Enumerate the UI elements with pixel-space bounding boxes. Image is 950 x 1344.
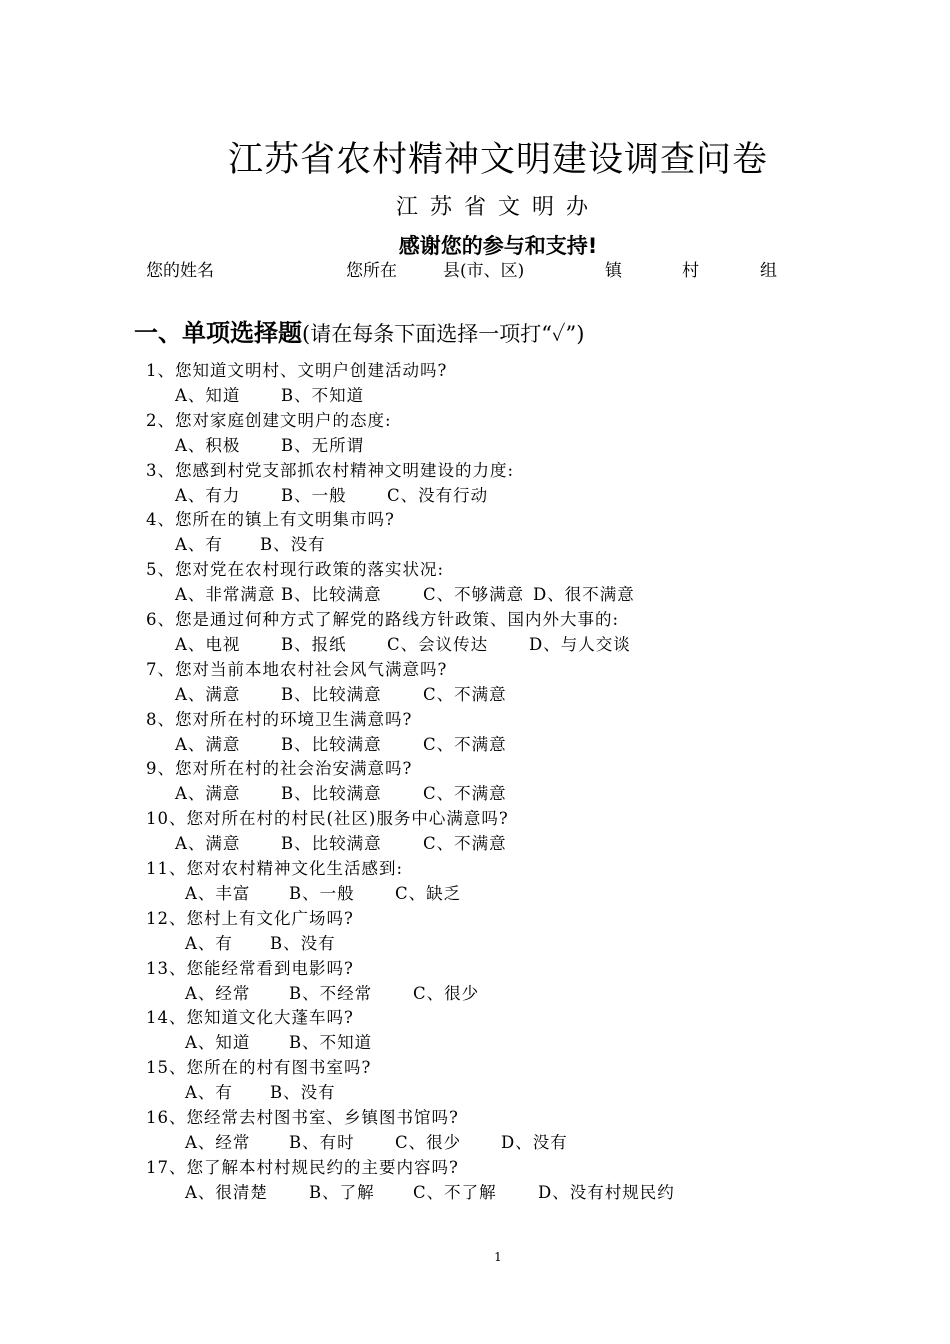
question-text: 13、您能经常看到电影吗? — [146, 958, 354, 978]
question-text: 12、您村上有文化广场吗? — [146, 908, 354, 928]
info-location-label: 您所在 — [346, 261, 397, 281]
question-text: 17、您了解本村村规民约的主要内容吗? — [146, 1157, 459, 1177]
document-title: 江苏省农村精神文明建设调查问卷 — [227, 140, 768, 180]
answer-option[interactable]: B、没有 — [260, 535, 326, 555]
answer-option[interactable]: C、不够满意 — [423, 585, 525, 605]
question-text: 3、您感到村党支部抓农村精神文明建设的力度: — [146, 460, 515, 480]
answer-option[interactable]: A、积极 — [175, 435, 241, 455]
answer-option[interactable]: A、有 — [185, 933, 233, 953]
section-note: (请在每条下面选择一项打“✓”) — [302, 322, 585, 346]
question-text: 16、您经常去村图书室、乡镇图书馆吗? — [146, 1108, 459, 1127]
question-text: 9、您对所在村的社会治安满意吗? — [146, 759, 413, 779]
question-text: 14、您知道文化大蓬车吗? — [146, 1008, 354, 1028]
answer-option[interactable]: A、满意 — [175, 784, 241, 804]
answer-option[interactable]: D、与人交谈 — [529, 635, 631, 654]
answer-option[interactable]: B、比较满意 — [281, 834, 382, 854]
answer-option[interactable]: A、有力 — [175, 485, 241, 505]
answer-option[interactable]: D、很不满意 — [533, 585, 635, 605]
answer-option[interactable]: A、电视 — [175, 635, 241, 654]
info-county-label: 县(市、区) — [443, 261, 525, 281]
question-text: 11、您对农村精神文化生活感到: — [146, 859, 404, 878]
answer-option[interactable]: C、缺乏 — [395, 884, 462, 903]
answer-option[interactable]: A、满意 — [175, 734, 241, 754]
answer-option[interactable]: C、不满意 — [423, 834, 507, 854]
answer-option[interactable]: A、丰富 — [185, 884, 251, 903]
answer-option[interactable]: B、比较满意 — [281, 684, 382, 704]
answer-option[interactable]: C、没有行动 — [387, 485, 489, 505]
section-heading — [134, 313, 584, 348]
answer-option[interactable]: A、满意 — [175, 834, 241, 854]
answer-option[interactable]: B、不知道 — [289, 1033, 373, 1053]
page-number: 1 — [494, 1250, 502, 1264]
question-text: 2、您对家庭创建文明户的态度: — [146, 410, 392, 430]
info-town-label: 镇 — [605, 261, 622, 281]
answer-option[interactable]: A、知道 — [175, 386, 241, 405]
answer-option[interactable]: B、不知道 — [281, 386, 365, 405]
question-text: 5、您对党在农村现行政策的落实状况: — [146, 560, 445, 580]
question-text: 7、您对当前本地农村社会风气满意吗? — [146, 659, 448, 679]
answer-option[interactable]: B、无所谓 — [281, 435, 365, 455]
question-text: 8、您对所在村的环境卫生满意吗? — [146, 709, 413, 729]
issuing-organization: 江苏省文明办 — [395, 195, 600, 220]
answer-option[interactable]: B、一般 — [281, 485, 347, 505]
answer-option[interactable]: A、满意 — [175, 684, 241, 704]
answer-option[interactable]: C、会议传达 — [387, 635, 489, 654]
answer-option[interactable]: B、没有 — [270, 1083, 336, 1103]
answer-option[interactable]: B、比较满意 — [281, 585, 382, 605]
answer-option[interactable]: A、经常 — [185, 1133, 251, 1152]
answer-option[interactable]: A、知道 — [185, 1033, 251, 1053]
thanks-line: 感谢您的参与和支持! — [398, 234, 598, 258]
answer-option[interactable]: A、有 — [175, 535, 223, 555]
question-text: 1、您知道文明村、文明户创建活动吗? — [146, 361, 448, 380]
answer-option[interactable]: B、不经常 — [289, 983, 373, 1003]
answer-option[interactable]: B、没有 — [270, 933, 336, 953]
question-text: 4、您所在的镇上有文明集市吗? — [146, 510, 395, 530]
info-name-label: 您的姓名 — [146, 261, 214, 281]
section-title: 一、单项选择题 — [134, 319, 302, 347]
answer-option[interactable]: A、经常 — [185, 983, 251, 1003]
answer-option[interactable]: A、很清楚 — [185, 1182, 268, 1202]
info-group-label: 组 — [760, 261, 777, 281]
answer-option[interactable]: B、比较满意 — [281, 734, 382, 754]
answer-option[interactable]: B、报纸 — [281, 635, 347, 654]
info-village-label: 村 — [682, 261, 699, 281]
question-text: 15、您所在的村有图书室吗? — [146, 1058, 372, 1078]
answer-option[interactable]: C、不了解 — [413, 1182, 497, 1202]
question-text: 6、您是通过何种方式了解党的路线方针政策、国内外大事的: — [146, 610, 620, 629]
answer-option[interactable]: B、有时 — [289, 1133, 355, 1152]
question-text: 10、您对所在村的村民(社区)服务中心满意吗? — [146, 809, 509, 829]
answer-option[interactable]: C、不满意 — [423, 784, 507, 804]
answer-option[interactable]: A、有 — [185, 1083, 233, 1103]
answer-option[interactable]: D、没有村规民约 — [538, 1182, 675, 1202]
answer-option[interactable]: B、一般 — [289, 884, 355, 903]
answer-option[interactable]: C、很少 — [395, 1133, 462, 1152]
answer-option[interactable]: B、了解 — [309, 1182, 375, 1202]
answer-option[interactable]: C、不满意 — [423, 734, 507, 754]
answer-option[interactable]: C、很少 — [413, 983, 480, 1003]
answer-option[interactable]: C、不满意 — [423, 684, 507, 704]
answer-option[interactable]: D、没有 — [501, 1133, 568, 1152]
answer-option[interactable]: A、非常满意 — [175, 585, 276, 605]
answer-option[interactable]: B、比较满意 — [281, 784, 382, 804]
